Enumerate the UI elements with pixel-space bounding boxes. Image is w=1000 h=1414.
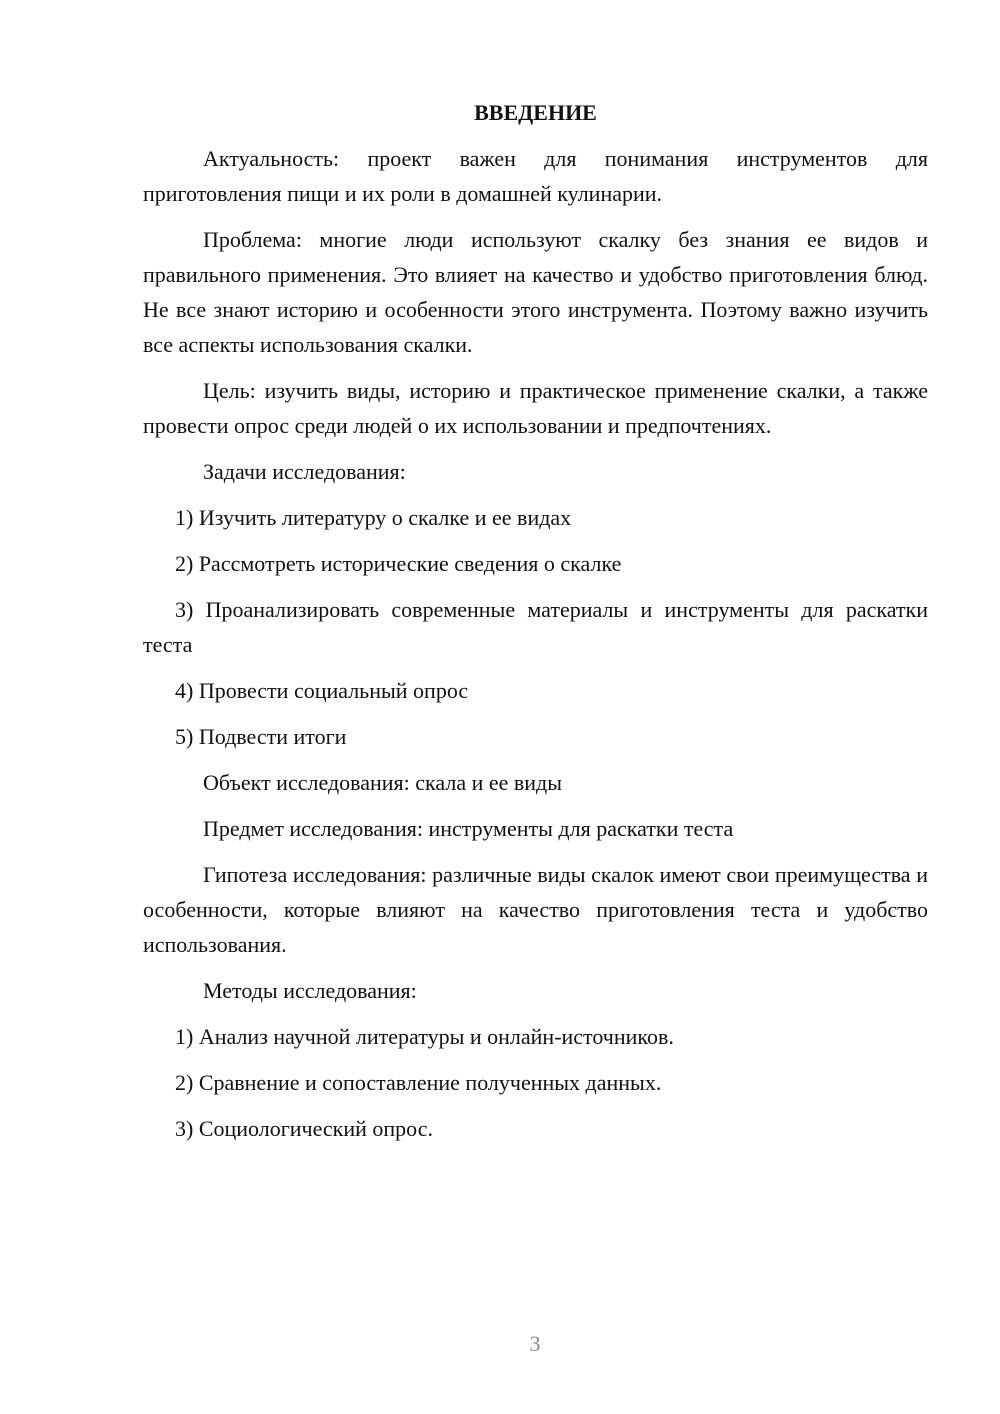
document-page (143, 95, 928, 1157)
object-paragraph: Объект исследования: скала и ее виды (203, 770, 563, 795)
page-number: 3 (529, 1331, 541, 1356)
relevance-paragraph: Актуальность: проект важен для понимания инструментов для приготовления пищи и их роли в домашней кулинарии. (143, 146, 928, 206)
page-title: ВВЕДЕНИЕ (474, 100, 597, 125)
tasks-heading: Задачи исследования: (203, 459, 406, 484)
problem-paragraph: Проблема: многие люди используют скалку без знания ее видов и правильного применения. Это влияет на качество и удобство приготовления блюд. Не все знают историю и особенности этого инструмента. Поэтому важно изучить все аспекты использования скалки. (143, 227, 928, 357)
task-item: 4) Провести социальный опрос (175, 678, 469, 703)
task-item: 1) Изучить литературу о скалке и ее видах (175, 505, 572, 530)
goal-paragraph: Цель: изучить виды, историю и практическое применение скалки, а также провести опрос среди людей о их использовании и предпочтениях. (143, 378, 928, 438)
task-item: 5) Подвести итоги (175, 724, 347, 749)
task-item: 3) Проанализировать современные материалы и инструменты для раскатки теста (143, 597, 928, 657)
subject-paragraph: Предмет исследования: инструменты для раскатки теста (203, 816, 734, 841)
method-item: 2) Сравнение и сопоставление полученных данных. (175, 1070, 662, 1095)
hypothesis-paragraph: Гипотеза исследования: различные виды скалок имеют свои преимущества и особенности, которые влияют на качество приготовления теста и удобство использования. (143, 862, 928, 957)
method-item: 1) Анализ научной литературы и онлайн-источников. (175, 1024, 674, 1049)
methods-heading: Методы исследования: (203, 978, 417, 1003)
task-item: 2) Рассмотреть исторические сведения о скалке (175, 551, 622, 576)
method-item: 3) Социологический опрос. (175, 1116, 433, 1141)
